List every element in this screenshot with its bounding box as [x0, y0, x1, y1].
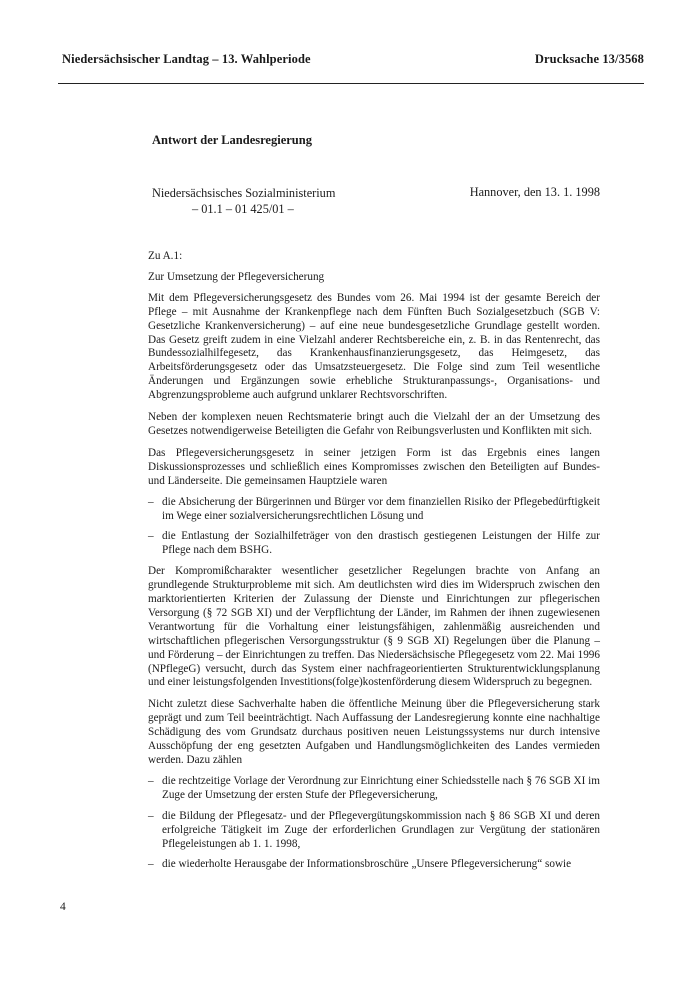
page-number: 4: [60, 901, 66, 913]
header-rule: [58, 83, 644, 84]
document-body: [148, 250, 600, 879]
sender-block: [152, 185, 335, 217]
list-dash: –: [148, 858, 154, 871]
paragraph-5: Nicht zuletzt diese Sachverhalte haben die öffentliche Meinung über die Pflegeversicherung stark geprägt und zum Teil beeinträchtigt. Nach Auffassung der Landesregierung konnte eine nachhaltige Schädigung des vom Grundsatz durchaus positiven neuen Leistungssystems nur durch intensive Ausschöpfung der eng gesetzten Aufgaben und Handlungsmöglichkeiten des Landes vermieden werden. Dazu zählen: [148, 698, 600, 766]
list-dash: –: [148, 530, 154, 543]
list-item-text: die wiederholte Herausgabe der Informationsbroschüre „Unsere Pflegeversicherung“ sowie: [162, 858, 572, 871]
list-item: [148, 530, 600, 558]
paragraph-2: Neben der komplexen neuen Rechtsmaterie bringt auch die Vielzahl der an der Umsetzung des Gesetzes notwendigerweise Beteiligten die Gefahr von Reibungsverlusten und Konflikten mit sich.: [148, 411, 600, 437]
list-item-text: die Absicherung der Bürgerinnen und Bürger vor dem finanziellen Risiko der Pflegebedürftigkeit im Wege einer sozialversicherungsrechtlichen Lösung und: [162, 495, 600, 522]
document-title: Antwort der Landesregierung: [152, 133, 312, 147]
paragraph-3: Das Pflegeversicherungsgesetz in seiner jetzigen Form ist das Ergebnis eines langen Diskussionsprozesses und schließlich eines Kompromisses zwischen den Beteiligten auf Bundes- und Länderseite. Die gemeinsamen Hauptziele waren: [148, 446, 600, 487]
list-dash: –: [148, 809, 154, 822]
section-heading: Zur Umsetzung der Pflegeversicherung: [148, 270, 325, 283]
header-parliament: Niedersächsischer Landtag – 13. Wahlperiode: [62, 52, 311, 66]
list-item: [148, 496, 600, 524]
ministry-name: Niedersächsisches Sozialministerium: [152, 186, 336, 200]
list-dash: –: [148, 495, 154, 508]
paragraph-4: Der Kompromißcharakter wesentlicher gesetzlicher Regelungen brachte von Anfang an grundlegende Strukturprobleme mit sich. Am deutlichsten wird dies im Widerspruch zwischen den marktorientierten Kriterien der Zulassung der Dienste und Einrichtungen zur pflegerischen Versorgung (§ 72 SGB XI) und der Verpflichtung der Länder, im Rahmen der ihnen zugewiesenen Verantwortung für die Vorhaltung einer leistungsfähigen, zahlenmäßig ausreichenden und wirtschaftlichen pflegerischen Versorgungsstruktur (§ 9 SGB XI) Regelungen über die Planung – und Förderung – der Einrichtungen zu treffen. Das Niedersächsische Pflegegesetz vom 22. Mai 1996 (NPflegeG) versucht, durch das System einer nachfrageorientierten Strukturentwicklungsplanung und einer leistungsfolgenden Investitions(folge)kostenförderung diesem Widerspruch zu begegnen.: [148, 565, 600, 689]
list-item: [148, 810, 600, 852]
list-item: [148, 858, 600, 872]
list-item: [148, 775, 600, 803]
header-document-number: Drucksache 13/3568: [534, 52, 644, 66]
section-label: Zu A.1:: [148, 250, 183, 262]
paragraph-1: Mit dem Pflegeversicherungsgesetz des Bundes vom 26. Mai 1994 ist der gesamte Bereich der Pflege – mit Ausnahme der Krankenpflege nach dem Fünften Buch Sozialgesetzbuch (SGB V: Gesetzliche Krankenversicherung) – auf eine neue bundesgesetzliche Grundlage gestellt worden. Das Gesetz greift zudem in eine Vielzahl anderer Rechtsbereiche ein, z. B. in das Rentenrecht, das Bundessozialhilfegesetz, das Krankenhausfinanzierungsgesetz, das Heimgesetz, das Arbeitsförderungsgesetz oder das Umsatzsteuergesetz. Die Folge sind zum Teil wesentliche Änderungen und Ergänzungen sowie erhebliche Strukturanpassungs-, Organisations- und Abgrenzungsprobleme auch aufgrund unklarer Rechtsvorschriften.: [148, 291, 600, 402]
list-item-text: die Entlastung der Sozialhilfeträger von den drastisch gestiegenen Leistungen der Hilfe zur Pflege nach dem BSHG.: [162, 530, 600, 557]
list-dash: –: [148, 774, 154, 787]
reference-number: – 01.1 – 01 425/01 –: [192, 202, 294, 216]
list-item-text: die rechtzeitige Vorlage der Verordnung zur Einrichtung einer Schiedsstelle nach § 76 SGB XI im Zuge der Umsetzung der ersten Stufe der Pflegeversicherung,: [162, 774, 600, 801]
list-item-text: die Bildung der Pflegesatz- und der Pflegevergütungskommission nach § 86 SGB XI und deren erfolgreiche Tätigkeit im Zuge der erforderlichen Grundlagen zur Vergütung der stationären Pflegeleistungen ab 1. 1. 1998,: [162, 809, 600, 850]
place-date: Hannover, den 13. 1. 1998: [469, 185, 600, 199]
